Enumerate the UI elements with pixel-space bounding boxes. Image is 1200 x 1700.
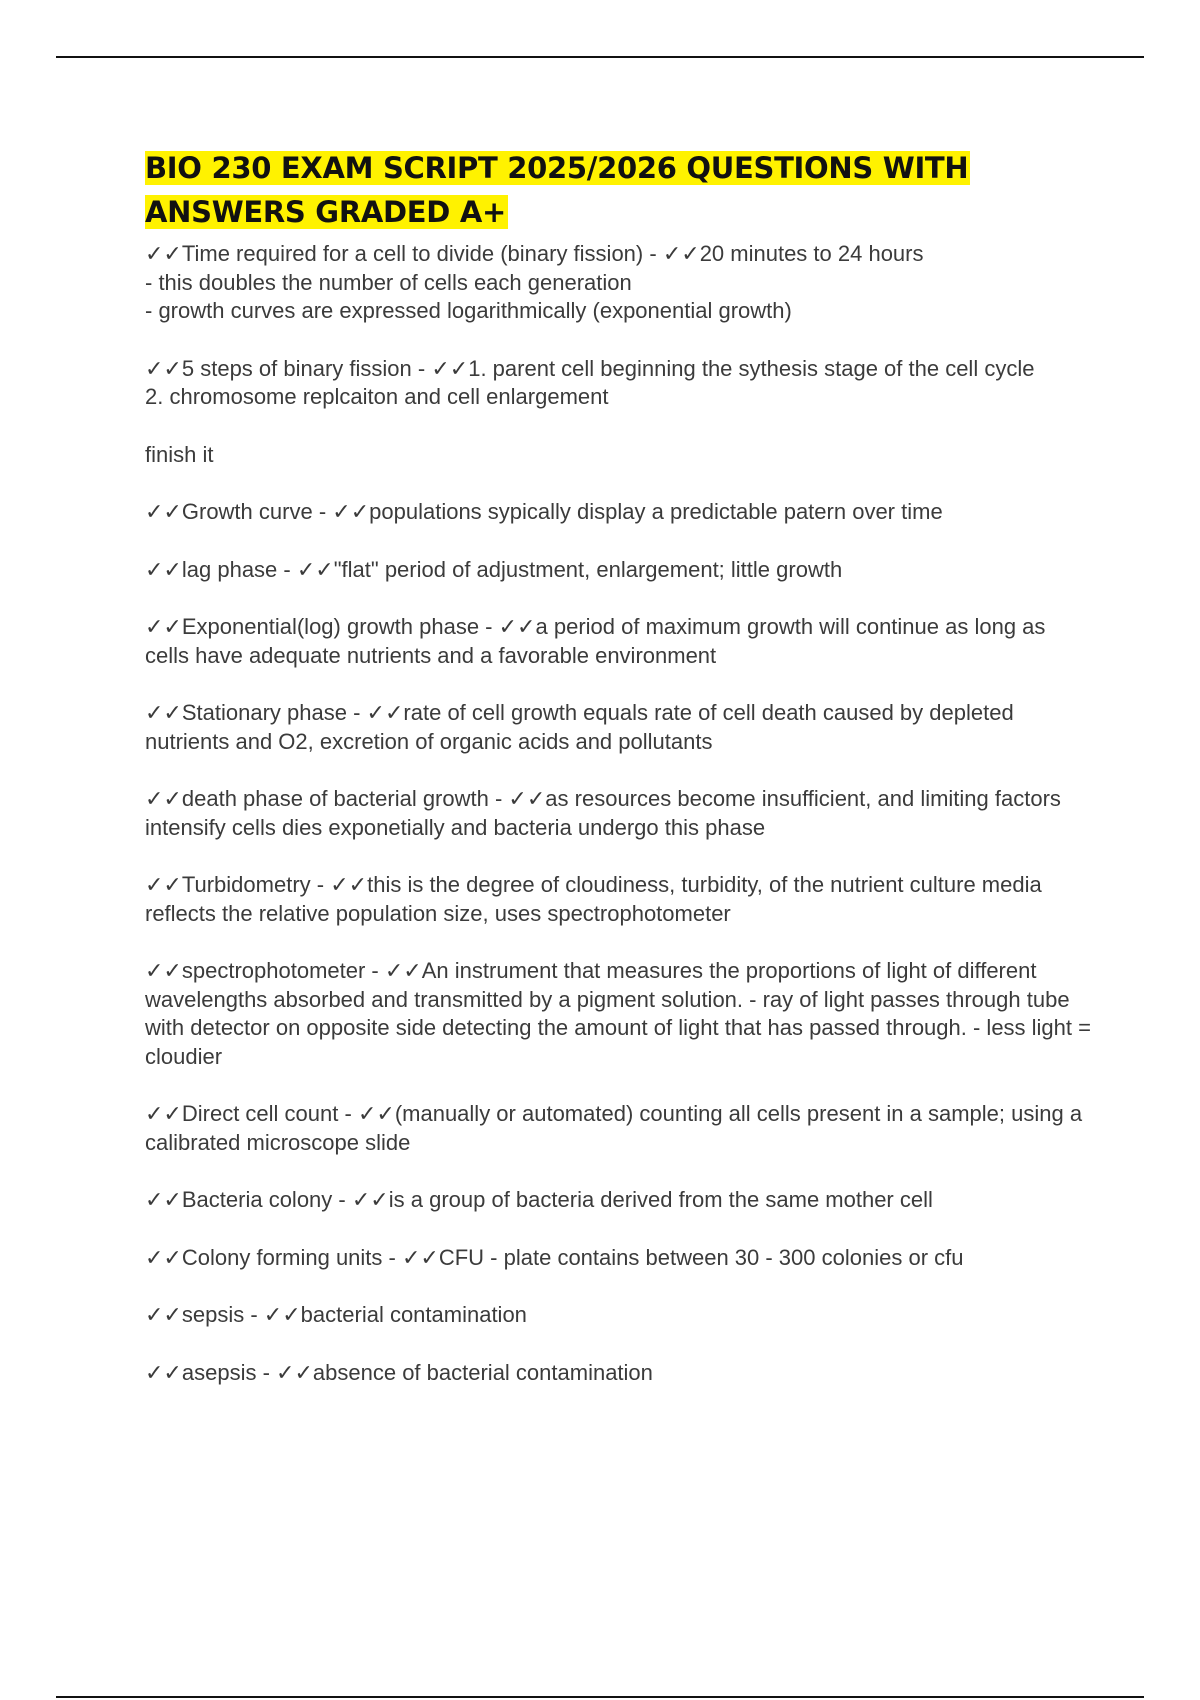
check-mark-icon: ✓✓ (384, 958, 422, 983)
check-mark-icon: ✓✓ (330, 872, 368, 897)
qa-item: ✓✓Direct cell count - ✓✓(manually or automated) counting all cells present in a sample; using a calibrated microscope slide (145, 1101, 1083, 1155)
check-mark-icon: ✓✓ (276, 1359, 313, 1385)
qa-term: Stationary phase (181, 700, 347, 725)
check-mark-icon: ✓✓ (145, 700, 182, 725)
qa-answer: CFU - plate contains between 30 - 300 colonies or cfu (438, 1244, 964, 1270)
qa-answer: populations sypically display a predictable patern over time (369, 499, 943, 524)
check-mark-icon: ✓✓ (145, 355, 182, 381)
qa-line: ✓✓5 steps of binary fission - ✓✓1. parent cell beginning the sythesis stage of the cell cycle (145, 355, 1035, 381)
qa-answer: a period of maximum growth will continue as long as cells have adequate nutrients and a favorable environment (145, 614, 1046, 668)
check-mark-icon: ✓✓ (145, 499, 182, 524)
qa-term: Exponential(log) growth phase (181, 614, 480, 639)
qa-item: ✓✓Turbidometry - ✓✓this is the degree of cloudiness, turbidity, of the nutrient culture media reflects the relative population size, uses spectrophotometer (145, 872, 1042, 926)
document-body (145, 146, 1095, 1416)
check-mark-icon: ✓✓ (145, 241, 182, 266)
qa-answer: absence of bacterial contamination (312, 1359, 653, 1385)
qa-item: ✓✓Growth curve - ✓✓populations sypically display a predictable patern over time (145, 499, 943, 524)
check-mark-icon: ✓✓ (332, 499, 370, 524)
check-mark-icon: ✓✓ (145, 1187, 182, 1212)
qa-answer: 20 minutes to 24 hours (699, 241, 924, 266)
check-mark-icon: ✓✓ (145, 556, 182, 582)
qa-term: spectrophotometer (181, 958, 366, 983)
title-highlight: BIO 230 EXAM SCRIPT 2025/2026 QUESTIONS WITH ANSWERS GRADED A+ (145, 151, 969, 229)
qa-term: Time required for a cell to divide (binary fission) (181, 241, 644, 266)
qa-item (145, 240, 1095, 326)
top-rule (56, 56, 1144, 58)
qa-term: Colony forming units (181, 1244, 383, 1270)
bottom-rule (56, 1696, 1144, 1698)
check-mark-icon: ✓✓ (296, 556, 334, 582)
qa-term: death phase of bacterial growth (181, 786, 489, 811)
qa-extra-line: - this doubles the number of cells each generation (145, 269, 632, 295)
qa-answer: bacterial contamination (300, 1302, 527, 1327)
check-mark-icon: ✓✓ (145, 958, 182, 983)
qa-term: Growth curve (181, 499, 313, 524)
qa-extra-line: 2. chromosome replcaiton and cell enlargement (145, 384, 609, 409)
qa-item: ✓✓death phase of bacterial growth - ✓✓as resources become insufficient, and limiting factors intensify cells dies exponetially and bacteria undergo this phase (145, 786, 1061, 840)
qa-term: asepsis (181, 1359, 257, 1385)
qa-answer: as resources become insufficient, and limiting factors intensify cells dies exponetially and bacteria undergo this phase (145, 786, 1061, 840)
qa-term: Turbidometry (181, 872, 311, 897)
qa-answer: is a group of bacteria derived from the same mother cell (388, 1187, 933, 1212)
check-mark-icon: ✓✓ (263, 1302, 301, 1327)
qa-item: ✓✓lag phase - ✓✓"flat" period of adjustment, enlargement; little growth (145, 556, 843, 582)
qa-item: ✓✓Stationary phase - ✓✓rate of cell growth equals rate of cell death caused by depleted nutrients and O2, excretion of organic acids and pollutants (145, 700, 1014, 754)
qa-answer: 1. parent cell beginning the sythesis stage of the cell cycle (468, 355, 1035, 381)
qa-term: lag phase (181, 556, 278, 582)
qa-answer: rate of cell growth equals rate of cell death caused by depleted nutrients and O2, excretion of organic acids and pollutants (145, 700, 1014, 754)
qa-term: Direct cell count (181, 1101, 339, 1126)
check-mark-icon: ✓✓ (357, 1101, 395, 1126)
qa-answer: An instrument that measures the proportions of light of different wavelengths absorbed and transmitted by a pigment solution. - ray of light passes through tube with detector on opposite side detecting the amount of light that has passed through. - less light = cloudier (145, 958, 1091, 1069)
check-mark-icon: ✓✓ (431, 355, 469, 381)
qa-answer: "flat" period of adjustment, enlargement; little growth (333, 556, 843, 582)
check-mark-icon: ✓✓ (351, 1187, 389, 1212)
check-mark-icon: ✓✓ (145, 1101, 182, 1126)
check-mark-icon: ✓✓ (145, 786, 182, 811)
check-mark-icon: ✓✓ (145, 614, 182, 639)
qa-extra-line: - growth curves are expressed logarithmically (exponential growth) (145, 298, 792, 323)
check-mark-icon: ✓✓ (145, 1359, 182, 1385)
qa-term: sepsis (181, 1302, 245, 1327)
check-mark-icon: ✓✓ (145, 872, 182, 897)
qa-answer: (manually or automated) counting all cells present in a sample; using a calibrated microscope slide (145, 1101, 1083, 1155)
document-title (145, 146, 1095, 234)
qa-item: ✓✓asepsis - ✓✓absence of bacterial contamination (145, 1359, 653, 1385)
qa-term: Bacteria colony (181, 1187, 333, 1212)
qa-term: 5 steps of binary fission (181, 355, 412, 381)
qa-item: ✓✓Colony forming units - ✓✓CFU - plate contains between 30 - 300 colonies or cfu (145, 1244, 964, 1270)
check-mark-icon: ✓✓ (145, 1244, 182, 1270)
qa-item: ✓✓spectrophotometer - ✓✓An instrument that measures the proportions of light of different wavelengths absorbed and transmitted by a pigment solution. - ray of light passes through tube with detector on opposite side detecting the amount of light that has passed through. - less light = cloudier (145, 958, 1091, 1069)
check-mark-icon: ✓✓ (145, 1302, 182, 1327)
qa-answer: this is the degree of cloudiness, turbidity, of the nutrient culture media reflects the relative population size, uses spectrophotometer (145, 872, 1042, 926)
qa-item (145, 355, 1095, 412)
check-mark-icon: ✓✓ (498, 614, 536, 639)
check-mark-icon: ✓✓ (662, 241, 700, 266)
check-mark-icon: ✓✓ (508, 786, 546, 811)
qa-item: ✓✓Bacteria colony - ✓✓is a group of bacteria derived from the same mother cell (145, 1187, 933, 1212)
check-mark-icon: ✓✓ (401, 1244, 439, 1270)
qa-item: ✓✓Exponential(log) growth phase - ✓✓a period of maximum growth will continue as long as cells have adequate nutrients and a favorable environment (145, 614, 1046, 668)
note-text: finish it (145, 441, 214, 467)
check-mark-icon: ✓✓ (366, 700, 404, 725)
qa-line: ✓✓Time required for a cell to divide (binary fission) - ✓✓20 minutes to 24 hours (145, 241, 924, 266)
qa-item: ✓✓sepsis - ✓✓bacterial contamination (145, 1302, 527, 1327)
